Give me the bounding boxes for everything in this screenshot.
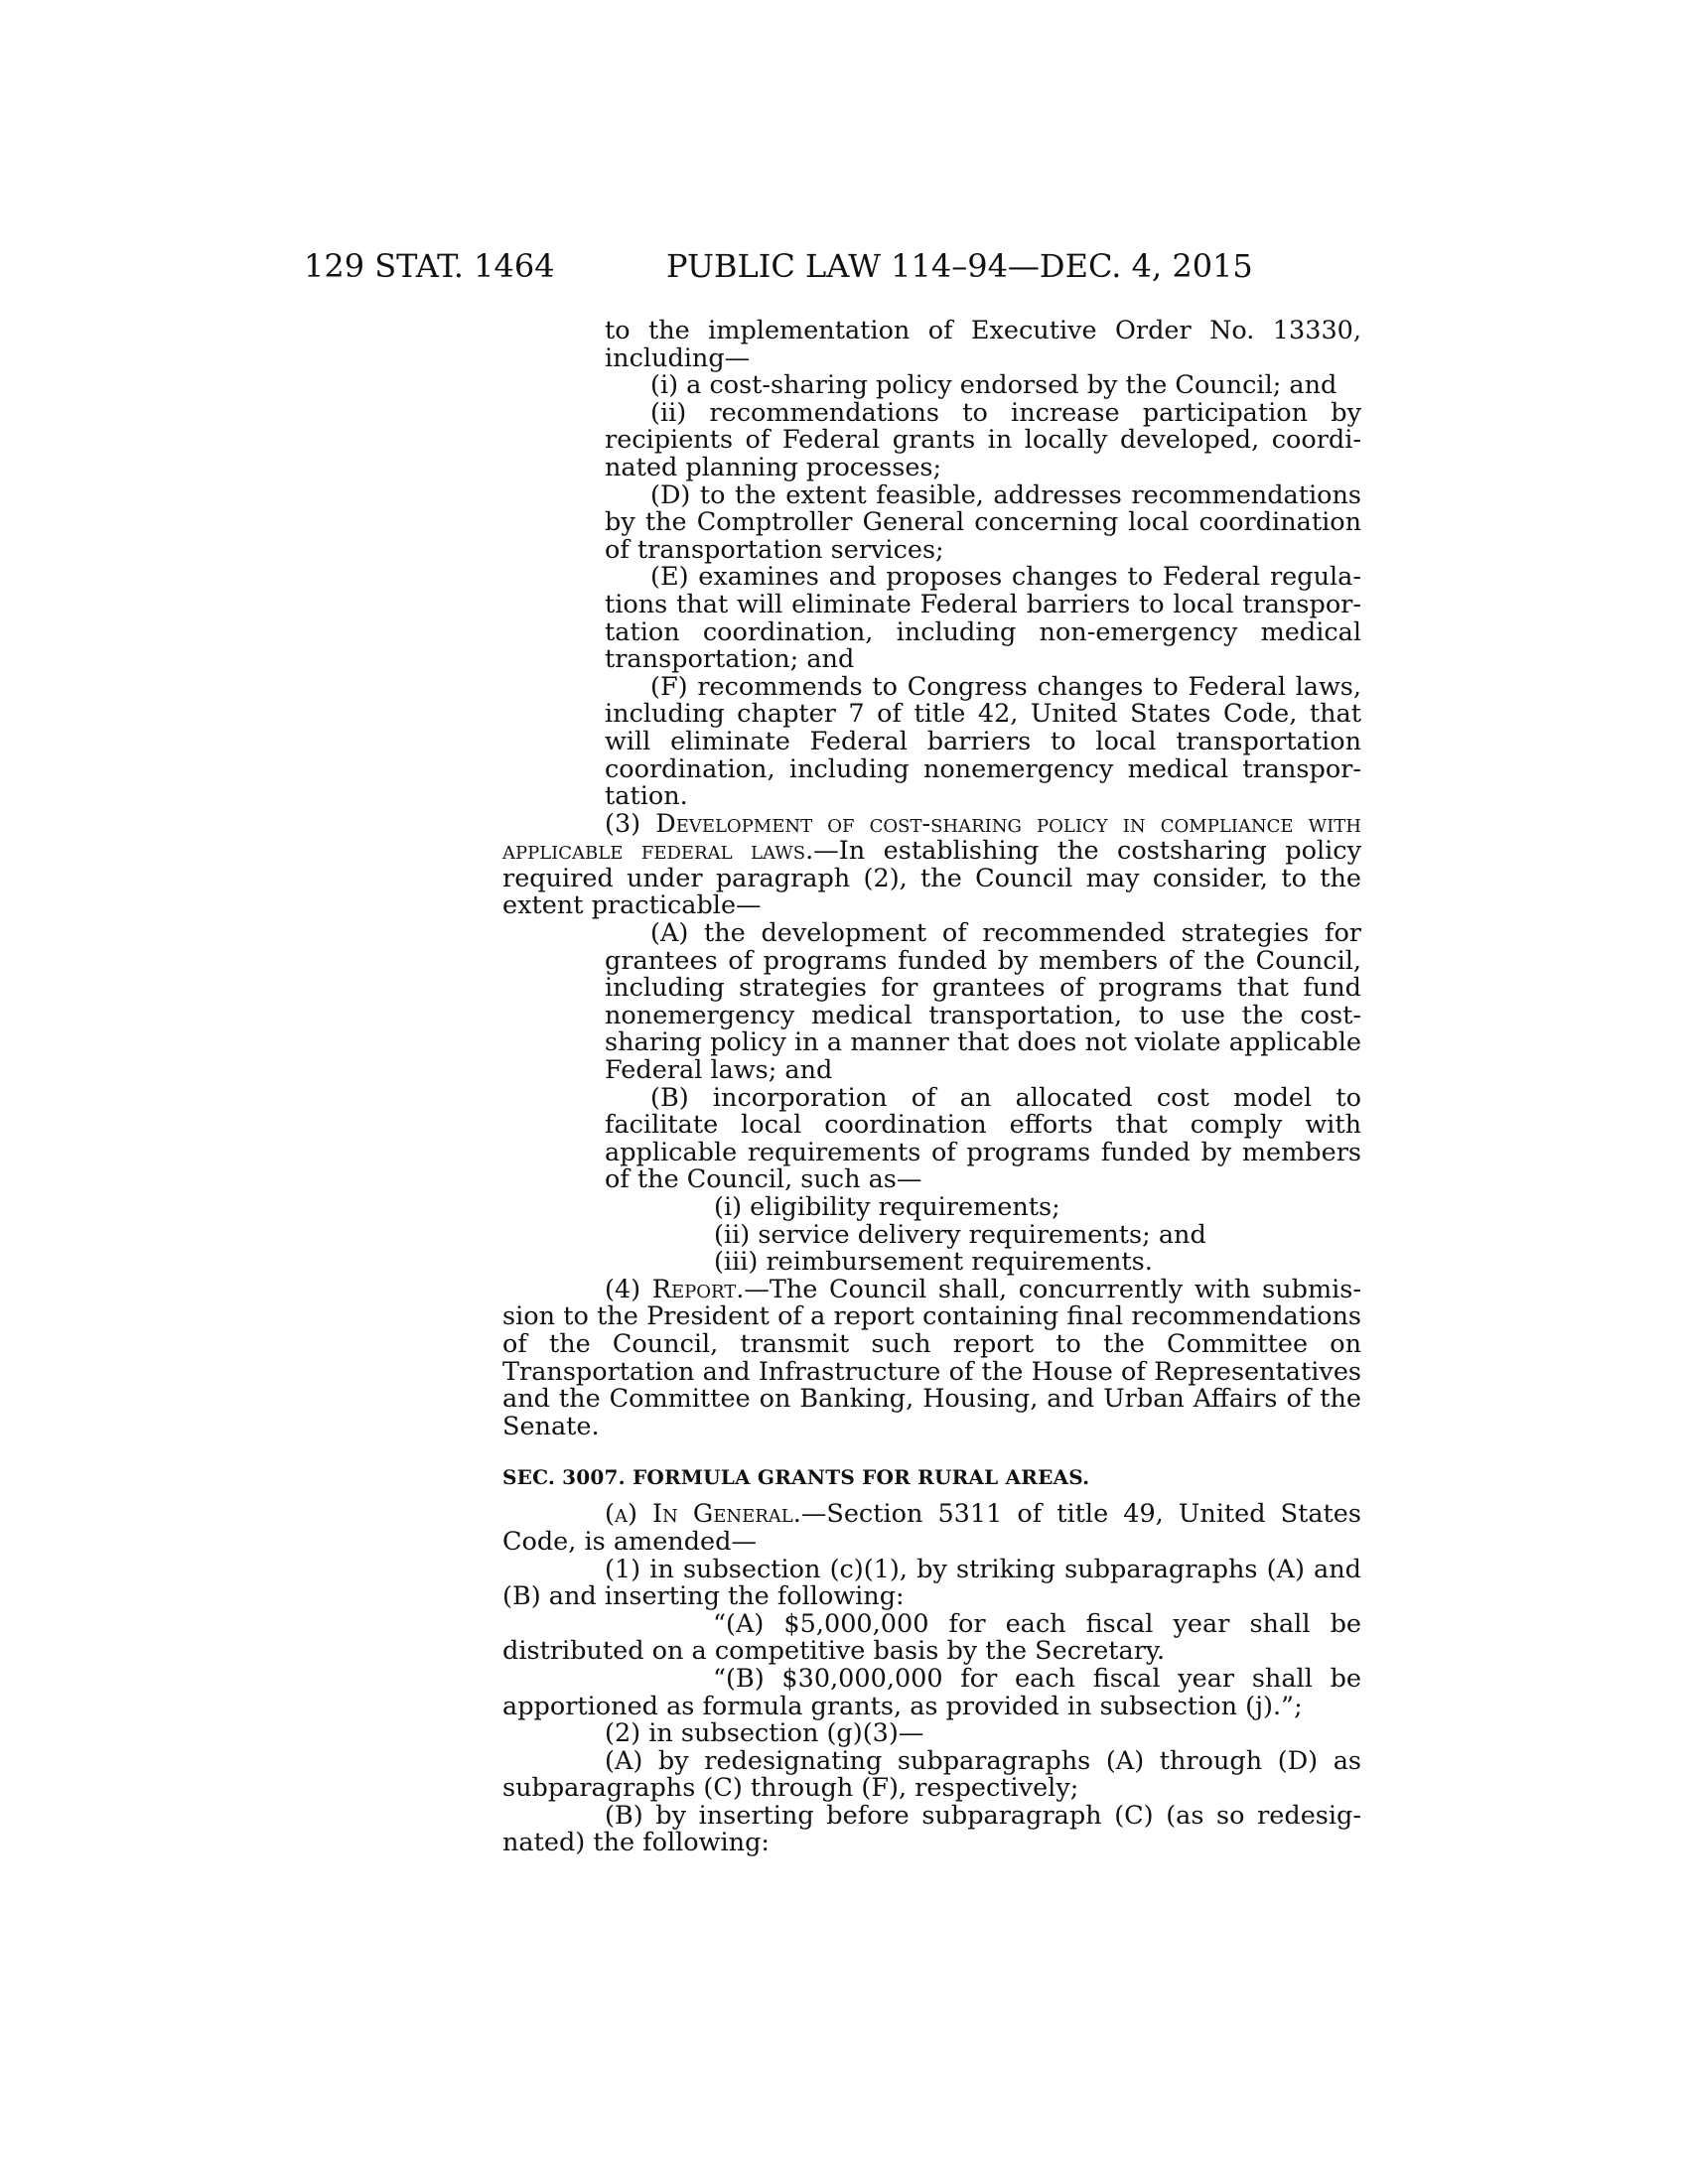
- amendment-2-a-text: (A) by redesignating subparagraphs (A) through (D) as subparagraphs (C) through (F), respectively;: [502, 1745, 1361, 1804]
- clause-i: (i) a cost-sharing policy endorsed by the Council; and: [650, 370, 1337, 401]
- subsection-a: [502, 1501, 1361, 1556]
- amendment-2-b-text: (B) by inserting before subparagraph (C) (as so redesignated) the following:: [502, 1800, 1361, 1858]
- amendment-2-b: [502, 1800, 1361, 1858]
- amendment-2-a: [502, 1745, 1361, 1804]
- amendment-1: [502, 1554, 1361, 1612]
- subparagraph-b: (B) incorporation of an allocated cost model to facilitate local coordination efforts that comply with applicable requirements of programs funded by members of the Council, such as—: [605, 1082, 1361, 1195]
- requirement-ii: (ii) service delivery requirements; and: [714, 1219, 1206, 1250]
- paragraph-continuation: to the implementation of Executive Order No. 13330, including—: [605, 316, 1361, 373]
- paragraph-4-heading: (4) Report.: [605, 1274, 745, 1304]
- paragraph-3: [502, 808, 1361, 921]
- clause-ii: [605, 397, 1361, 482]
- paragraph-3-text: —In establishing the costsharing policy required under paragraph (2), the Council may consider, to the extent practicable—: [502, 836, 1361, 921]
- clause-ii-text: (ii) recommendations to increase participation by recipients of Federal grants in locally developed, coordinated planning processes;: [605, 397, 1361, 482]
- quoted-a-text: “(A) $5,000,000 for each fiscal year shall be distributed on a competitive basis by the Secretary.: [502, 1608, 1361, 1667]
- amendment-2-text: (2) in subsection (g)(3)—: [605, 1718, 924, 1749]
- quoted-b-text: “(B) $30,000,000 for each fiscal year shall be apportioned as formula grants, as provided in subsection (j).”;: [502, 1663, 1361, 1721]
- statute-body: [502, 316, 1361, 1858]
- quoted-subparagraph-b: [502, 1663, 1361, 1721]
- paragraph-4-text: —The Council shall, concurrently with submission to the President of a report containing final recommendations of the Council, transmit such report to the Committee on Transportation and Infrastructure of the House of Representatives and the Committee on Banking, Housing, and Urban Affairs of the Senate.: [502, 1274, 1361, 1441]
- subsection-a-text: —Section 5311 of title 49, United States Code, is amended—: [502, 1499, 1361, 1557]
- subsection-a-heading: (a) In General.: [605, 1499, 801, 1530]
- statute-page-reference: 129 STAT. 1464: [304, 247, 555, 285]
- requirement-iii: (iii) reimbursement requirements.: [714, 1247, 1153, 1278]
- page-header: [0, 246, 1688, 286]
- law-title: PUBLIC LAW 114–94—DEC. 4, 2015: [666, 247, 1253, 285]
- requirement-i: (i) eligibility requirements;: [714, 1192, 1060, 1222]
- subparagraph-d: (D) to the extent feasible, addresses recommendations by the Comptroller General concerning local coordination of transportation services;: [605, 479, 1361, 565]
- subparagraph-a: (A) the development of recommended strategies for grantees of programs funded by members of the Council, including strategies for grantees of programs that fund nonemergency medical transportation, to use the costsharing policy in a manner that does not violate applicable Federal laws; and: [605, 918, 1361, 1086]
- paragraph-4: [502, 1274, 1361, 1441]
- amendment-2: [502, 1720, 1361, 1748]
- subparagraph-e: (E) examines and proposes changes to Federal regulations that will eliminate Federal barriers to local transportation coordination, including non-emergency medical transportation; and: [605, 562, 1361, 675]
- subparagraph-f: (F) recommends to Congress changes to Federal laws, including chapter 7 of title 42, United States Code, that will eliminate Federal barriers to local transportation coordination, including nonemergency medical transportation.: [605, 671, 1361, 812]
- paragraph-3-heading: (3) Development of cost-sharing policy in compliance with applicable federal laws.: [502, 808, 1361, 867]
- section-heading: SEC. 3007. FORMULA GRANTS FOR RURAL AREAS.: [502, 1465, 1090, 1490]
- quoted-subparagraph-a: [502, 1608, 1361, 1667]
- amendment-1-text: (1) in subsection (c)(1), by striking subparagraphs (A) and (B) and inserting the following:: [502, 1554, 1361, 1612]
